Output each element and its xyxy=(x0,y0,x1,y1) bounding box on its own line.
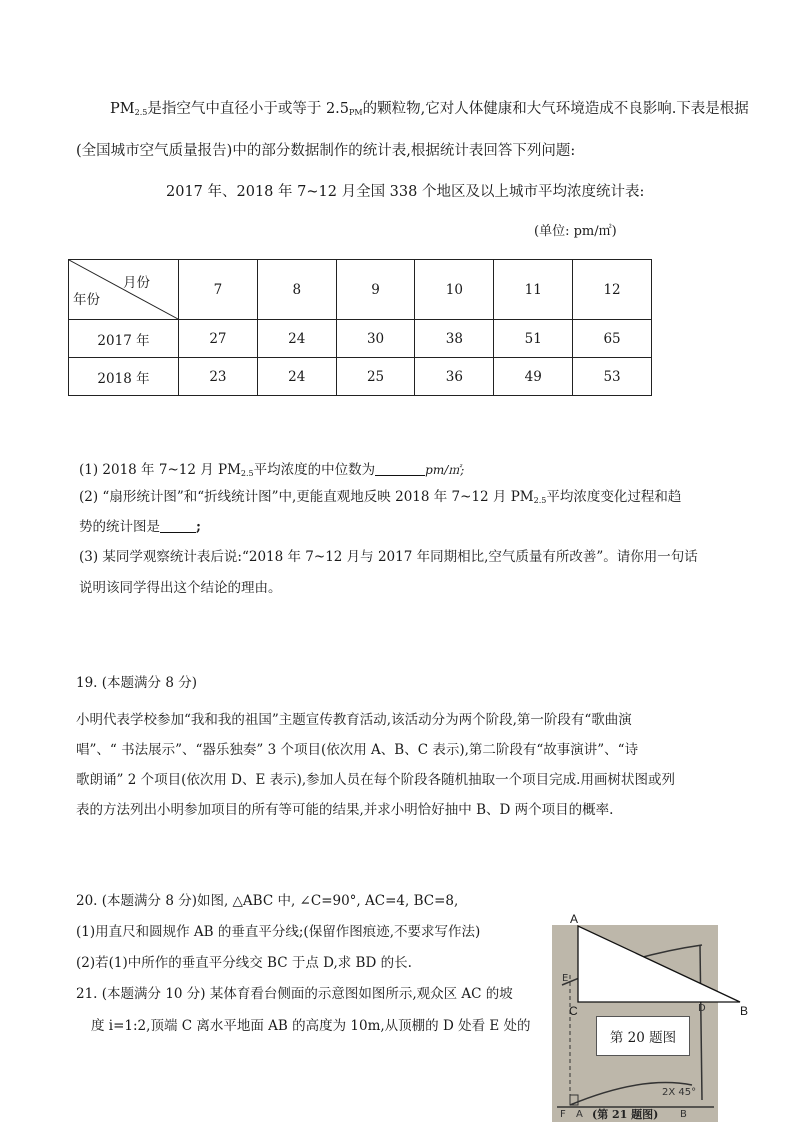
intro-line-1 xyxy=(110,97,749,118)
corner-year-label: 年份 xyxy=(73,292,100,308)
table-cell: 49 xyxy=(494,358,573,396)
table-cell: 36 xyxy=(415,358,494,396)
table-cell: 30 xyxy=(336,320,415,358)
q20-part2: (2)若(1)中所作的垂直平分线交 BC 于点 D,求 BD 的长. xyxy=(76,955,412,971)
intro-text-a: 是指空气中直径小于或等于 2.5 xyxy=(147,101,350,117)
pm-term: PM xyxy=(110,101,135,117)
photo-letter-d: D xyxy=(698,1003,706,1014)
q21-figure-label: (第 21 题图) xyxy=(592,1108,659,1121)
month-header: 12 xyxy=(573,260,652,320)
q18-part2-line1 xyxy=(79,485,681,505)
point-a-label: A xyxy=(570,912,579,926)
q18-part3-line2: 说明该同学得出这个结论的理由。 xyxy=(79,580,282,596)
pm-statistics-table xyxy=(68,259,652,396)
q18-part2-text-c: 势的统计图是 xyxy=(79,519,160,535)
photo-letter-e: E xyxy=(562,973,569,984)
table-cell: 25 xyxy=(336,358,415,396)
month-header: 8 xyxy=(257,260,336,320)
table-row xyxy=(69,358,652,396)
photo-letter-f: F xyxy=(560,1109,566,1120)
corner-month-label: 月份 xyxy=(123,275,150,291)
pm-subscript: 2.5 xyxy=(240,469,254,478)
triangle-abc xyxy=(570,920,745,1020)
q19-line: 歌朗诵” 2 个项目(依次用 D、E 表示),参加人员在每个阶段各随机抽取一个项目完成.用画树状图或列 xyxy=(76,772,675,788)
row-year-label: 2017 年 xyxy=(69,320,179,358)
answer-blank[interactable] xyxy=(375,461,425,476)
table-caption: 2017 年、2018 年 7~12 月全国 338 个地区及以上城市平均浓度统计表: xyxy=(166,184,645,200)
table-unit: (单位: pm/㎡) xyxy=(534,224,617,239)
table-cell: 24 xyxy=(257,358,336,396)
point-c-label: C xyxy=(569,1004,578,1018)
q18-part1-unit: pm/㎡; xyxy=(425,463,465,477)
intro-text-b: 的颗粒物,它对人体健康和大气环境造成不良影响.下表是根据 xyxy=(362,101,749,117)
table-cell: 24 xyxy=(257,320,336,358)
q19-line: 表的方法列出小明参加项目的所有等可能的结果,并求小明恰好抽中 B、D 两个项目的概率. xyxy=(76,802,614,818)
q21-line2: 度 i=1:2,顶端 C 离水平地面 AB 的高度为 10m,从顶棚的 D 处看 E 处的 xyxy=(91,1018,531,1034)
month-header: 9 xyxy=(336,260,415,320)
table-cell: 38 xyxy=(415,320,494,358)
month-header: 7 xyxy=(179,260,258,320)
q18-part2-text-a: (2) “扇形统计图”和“折线统计图”中,更能直观地反映 2018 年 7~12 月 PM xyxy=(79,489,534,505)
pm-subscript: 2.5 xyxy=(533,496,547,505)
table-cell: 23 xyxy=(179,358,258,396)
table-header-row xyxy=(69,260,652,320)
month-header: 10 xyxy=(415,260,494,320)
pm-unit-subscript: PM xyxy=(349,108,363,117)
q18-part1-text-a: (1) 2018 年 7~12 月 PM xyxy=(79,462,241,478)
q19-line: 唱”、“ 书法展示”、“器乐独奏” 3 个项目(依次用 A、B、C 表示),第二阶段有“故事演讲”、“诗 xyxy=(76,742,639,758)
q18-part3-line1: (3) 某同学观察统计表后说:“2018 年 7~12 月与 2017 年同期相比,空气质量有所改善”。请你用一句话 xyxy=(79,549,698,565)
table-cell: 27 xyxy=(179,320,258,358)
table-corner-cell xyxy=(69,260,179,320)
table-cell: 53 xyxy=(573,358,652,396)
table-row xyxy=(69,320,652,358)
q20-title: 20. (本题满分 8 分)如图, △ABC 中, ∠C=90°, AC=4, BC=8, xyxy=(76,893,459,909)
answer-blank[interactable] xyxy=(160,518,196,533)
q19-title: 19. (本题满分 8 分) xyxy=(76,675,197,691)
pm-subscript: 2.5 xyxy=(134,108,148,117)
q20-figure-label: 第 20 题图 xyxy=(596,1016,690,1056)
q19-line: 小明代表学校参加“我和我的祖国”主题宣传教育活动,该活动分为两个阶段,第一阶段有“歌曲演 xyxy=(76,712,632,728)
q18-part2-line2 xyxy=(79,515,201,535)
intro-line-2: (全国城市空气质量报告)中的部分数据制作的统计表,根据统计表回答下列问题: xyxy=(76,143,576,159)
q18-part1-text-b: 平均浓度的中位数为 xyxy=(253,462,376,478)
svg-text:2X 45°: 2X 45° xyxy=(662,1087,697,1098)
q18-part2-text-b: 平均浓度变化过程和趋 xyxy=(546,489,682,505)
point-b-label: B xyxy=(740,1004,749,1018)
table-cell: 65 xyxy=(573,320,652,358)
photo-letter-a: A xyxy=(576,1109,583,1120)
q18-part1 xyxy=(79,458,464,478)
row-year-label: 2018 年 xyxy=(69,358,179,396)
photo-letter-b: B xyxy=(680,1109,687,1120)
q21-line1: 21. (本题满分 10 分) 某体育看台侧面的示意图如图所示,观众区 AC 的坡 xyxy=(76,986,513,1002)
q20-part1: (1)用直尺和圆规作 AB 的垂直平分线;(保留作图痕迹,不要求写作法) xyxy=(76,924,481,940)
q18-part2-end: ; xyxy=(196,519,201,535)
table-cell: 51 xyxy=(494,320,573,358)
month-header: 11 xyxy=(494,260,573,320)
